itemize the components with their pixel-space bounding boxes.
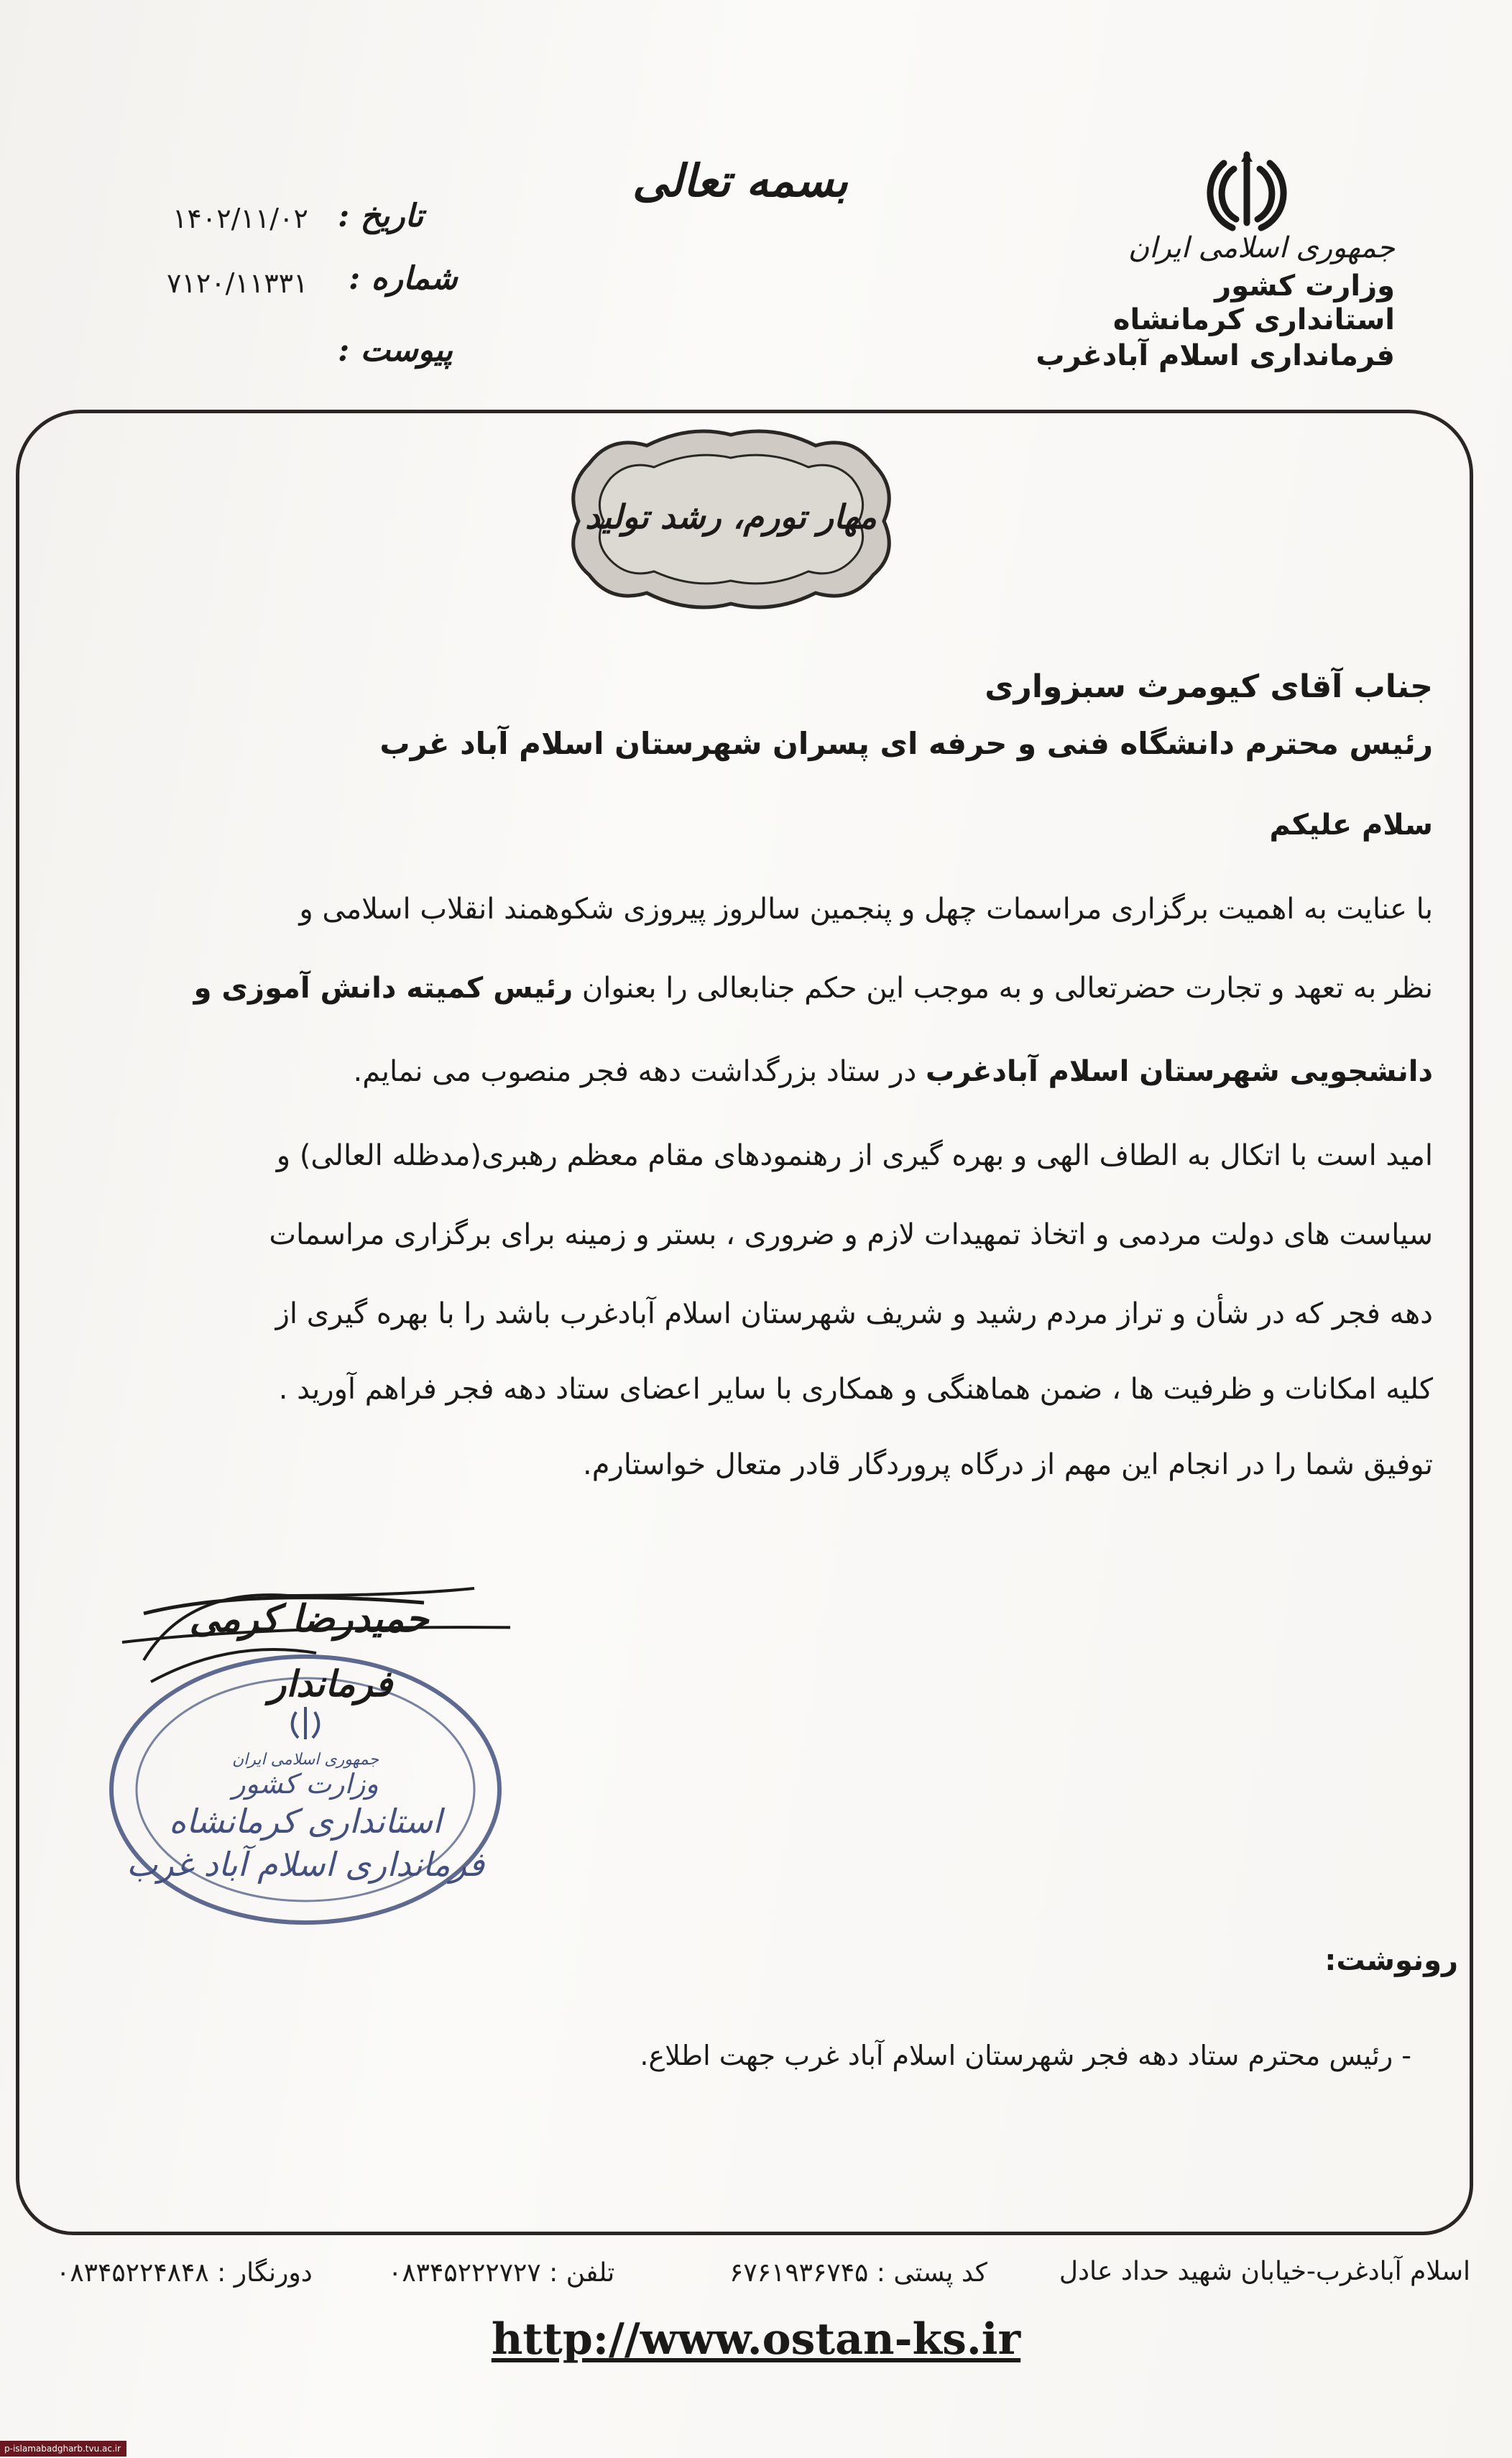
greeting: سلام علیکم — [1269, 809, 1433, 842]
stamp-emblem-icon — [292, 1707, 319, 1739]
footer-address: اسلام آبادغرب-خیابان شهید حداد عادل — [1059, 2257, 1470, 2286]
plaque-slogan-text: مهار تورم، رشد تولید — [585, 497, 877, 536]
number-value: ۷۱۲۰/۱۱۳۳۱ — [167, 267, 308, 299]
body-line-3: دانشجویی شهرستان اسلام آبادغرب در ستاد بزرگداشت دهه فجر منصوب می نمایم. — [353, 1055, 1433, 1088]
attachment-label: پیوست : — [338, 332, 453, 369]
stamp-line-republic: جمهوری اسلامی ایران — [231, 1751, 379, 1769]
stamp-line-county: فرمانداری اسلام آباد غرب — [126, 1845, 484, 1884]
org-line-ministry: وزارت کشور — [1214, 270, 1395, 303]
date-value: ۱۴۰۲/۱۱/۰۲ — [172, 203, 308, 234]
body-line-2: نظر به تعهد و تجارت حضرتعالی و به موجب این حکم جنابعالی را بعنوان رئیس کمیته دانش آموزی و — [193, 972, 1433, 1005]
cc-item: - رئیس محترم ستاد دهه فجر شهرستان اسلام آباد غرب جهت اطلاع. — [640, 2040, 1411, 2071]
closing-line: توفیق شما را در انجام این مهم از درگاه پروردگار قادر متعال خواستارم. — [582, 1448, 1433, 1481]
addressee-title: رئیس محترم دانشگاه فنی و حرفه ای پسران شهرستان اسلام آباد غرب — [379, 726, 1433, 761]
cc-label: رونوشت: — [1324, 1944, 1458, 1977]
body-line-1: با عنایت به اهمیت برگزاری مراسمات چهل و پنجمین سالروز پیروزی شکوهمند انقلاب اسلامی و — [299, 893, 1433, 926]
signatory-title: فرماندار — [269, 1662, 392, 1705]
official-stamp — [101, 1560, 510, 1933]
org-line-governorate: استانداری کرمانشاه — [1112, 303, 1395, 336]
source-watermark: p-islamabadgharb.tvu.ac.ir — [0, 2441, 126, 2457]
body-line-5: سیاست های دولت مردمی و اتخاذ تمهیدات لازم و ضروری ، بستر و زمینه برای برگزاری مراسمات — [269, 1218, 1433, 1251]
slogan-plaque — [561, 420, 902, 618]
number-label: شماره : — [349, 260, 458, 297]
iran-emblem-icon — [1197, 147, 1297, 234]
date-label: تاریخ : — [338, 198, 424, 234]
body-line-6: دهه فجر که در شأن و تراز مردم رشید و شریف شهرستان اسلام آبادغرب باشد را با بهره گیری از — [275, 1297, 1433, 1330]
footer-fax: دورنگار : ۰۸۳۴۵۲۲۴۸۴۸ — [56, 2258, 313, 2288]
signatory-name: حمیدرضا کرمی — [189, 1597, 429, 1641]
addressee-name: جناب آقای کیومرث سبزواری — [985, 668, 1433, 705]
org-line-republic: جمهوری اسلامی ایران — [1128, 231, 1395, 264]
body-line-4: امید است با اتکال به الطاف الهی و بهره گیری از رهنمودهای مقام معظم رهبری(مدظله العالی) و — [276, 1139, 1433, 1172]
body-line-7: کلیه امکانات و ظرفیت ها ، ضمن هماهنگی و همکاری با سایر اعضای ستاد دهه فجر فراهم آورید . — [278, 1373, 1433, 1406]
stamp-line-governorate: استانداری کرمانشاه — [169, 1802, 442, 1841]
org-line-county: فرمانداری اسلام آبادغرب — [1036, 339, 1395, 372]
footer-postal-code: کد پستی : ۶۷۶۱۹۳۶۷۴۵ — [729, 2258, 987, 2288]
website-link[interactable]: http://www.ostan-ks.ir — [491, 2314, 1021, 2365]
footer-phone: تلفن : ۰۸۳۴۵۲۲۲۷۲۷ — [388, 2258, 615, 2288]
bismillah-heading: بسمه تعالی — [632, 155, 848, 207]
stamp-line-ministry: وزارت کشور — [232, 1768, 379, 1800]
